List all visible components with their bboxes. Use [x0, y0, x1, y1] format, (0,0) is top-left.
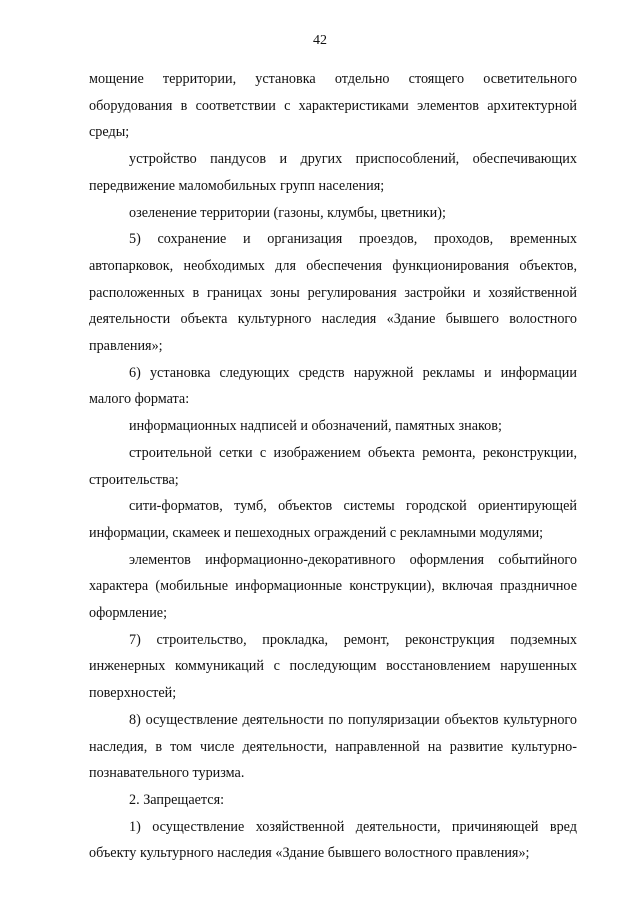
paragraph-inscriptions: информационных надписей и обозначений, памятных знаков;	[129, 418, 502, 435]
paragraph-ramps: устройство пандусов и других приспособлений, обеспечивающих передвижение маломобильных групп населения;	[89, 151, 577, 194]
paragraph-item-8-popularization: 8) осуществление деятельности по популяризации объектов культурного наследия, в том числе деятельности, направленной на развитие культурно-познавательного туризма.	[89, 711, 577, 782]
document-body	[89, 66, 577, 867]
paragraph-item-5-driveways: 5) сохранение и организация проездов, проходов, временных автопарковок, необходимых для обеспечения функционирования объектов, расположенных в границах зоны регулирования застройки и хозяйственной деятельности объекта культурного наследия «Здание бывшего волостного правления»;	[89, 231, 577, 355]
paragraph-prohibited-item-1: 1) осуществление хозяйственной деятельности, причиняющей вред объекту культурного наследия «Здание бывшего волостного правления»;	[89, 818, 577, 862]
paragraph-decorative-elements: элементов информационно-декоративного оформления событийного характера (мобильные информационные конструкции), включая праздничное оформление;	[89, 551, 577, 622]
paragraph-item-7-utilities: 7) строительство, прокладка, ремонт, реконструкция подземных инженерных коммуникаций с последующим восстановлением нарушенных поверхностей;	[89, 631, 577, 702]
paragraph-item-6-advertising: 6) установка следующих средств наружной рекламы и информации малого формата:	[89, 364, 577, 408]
paragraph-city-formats: сити-форматов, тумб, объектов системы городской ориентирующей информации, скамеек и пешеходных ограждений с рекламными модулями;	[89, 498, 577, 541]
paragraph-landscaping: озеленение территории (газоны, клумбы, цветники);	[129, 204, 446, 221]
paragraph-paving-lighting: мощение территории, установка отдельно стоящего осветительного оборудования в соответствии с характеристиками элементов архитектурной среды;	[89, 71, 577, 141]
page-number: 42	[313, 33, 327, 48]
paragraph-section-2-prohibited: 2. Запрещается:	[129, 791, 225, 808]
paragraph-construction-mesh: строительной сетки с изображением объекта ремонта, реконструкции, строительства;	[89, 444, 577, 488]
